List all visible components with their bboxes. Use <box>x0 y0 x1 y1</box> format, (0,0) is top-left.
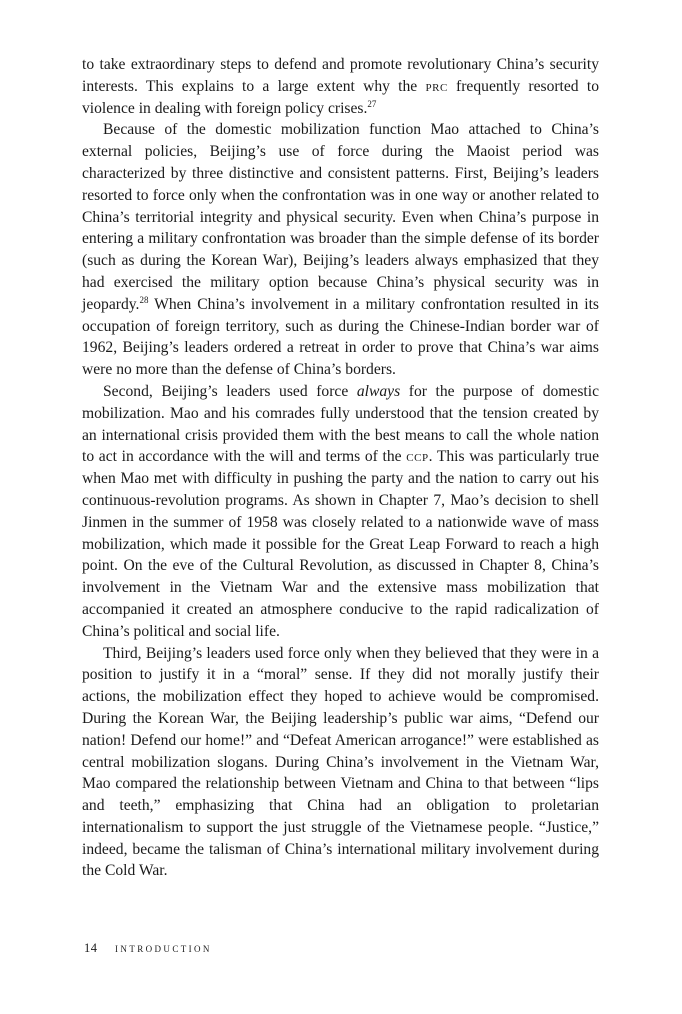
text-run: . This was particularly true when Mao met with difficulty in pushing the party and the nation to carry out his continuous-revolution programs. As shown in Chapter 7, Mao’s decision to shell Jinmen in the summer of 1958 was closely related to a nationwide wave of mass mobilization, which made it possible for the Great Leap Forward to reach a high point. On the eve of the Cultural Revolution, as discussed in Chapter 8, China’s involvement in the Vietnam War and the extensive mass mobilization that accompanied it created an atmosphere conducive to the rapid radicalization of China’s political and social life. <box>82 448 599 640</box>
text-run: frequently resorted to violence in dealing with foreign policy crises. <box>82 77 599 117</box>
footnote-ref: 28 <box>139 294 149 305</box>
acronym: ccp <box>406 448 429 466</box>
page-number: 14 <box>84 941 98 955</box>
paragraph <box>82 643 599 883</box>
text-run: to take extraordinary steps to defend and promote revolutionary China’s security interests. This explains to a large extent why the <box>82 56 599 95</box>
paragraph <box>82 54 599 119</box>
text-run: Second, Beijing’s leaders used force <box>103 382 357 400</box>
text-run: for the purpose of domestic mobilization. Mao and his comrades fully understood that the tension created by an international crisis provided them with the best means to call the whole nation to act in accordance with the will and terms of the <box>82 382 599 466</box>
emphasis: always <box>356 382 401 400</box>
acronym: prc <box>425 77 448 95</box>
paragraph <box>82 119 599 381</box>
text-run: Because of the domestic mobilization function Mao attached to China’s external policies, Beijing’s use of force during the Maoist period was characterized by three distinctive and consistent patterns. First, Beijing’s leaders resorted to force only when the confrontation was in one way or another related to China’s territorial integrity and physical security. Even when China’s purpose in entering a military confrontation was broader than the simple defense of its border (such as during the Korean War), Beijing’s leaders always emphasized that they had exercised the military option because China’s physical security was in jeopardy. <box>82 121 599 313</box>
page-footer <box>84 941 212 956</box>
text-run: When China’s involvement in a military confrontation resulted in its occupation of foreign territory, such as during the Chinese-Indian border war of 1962, Beijing’s leaders ordered a retreat in order to prove that China’s war aims were no more than the defense of China’s borders. <box>82 295 599 379</box>
text-run: Third, Beijing’s leaders used force only when they believed that they were in a position to justify it in a “moral” sense. If they did not morally justify their actions, the mobilization effect they hoped to achieve would be compromised. During the Korean War, the Beijing leadership’s public war aims, “Defend our nation! Defend our home!” and “Defeat American arrogance!” were established as central mobilization slogans. During China’s involvement in the Vietnam War, Mao compared the relationship between Vietnam and China to that between “lips and teeth,” emphasizing that China had an obligation to proletarian internationalism to support the just struggle of the Vietnamese people. “Justice,” indeed, became the talisman of China’s international military involvement during the Cold War. <box>82 644 599 880</box>
page-body <box>82 54 599 882</box>
body-text <box>82 54 599 882</box>
paragraph <box>82 381 599 643</box>
footnote-ref: 27 <box>367 98 377 109</box>
running-head: introduction <box>115 941 212 955</box>
